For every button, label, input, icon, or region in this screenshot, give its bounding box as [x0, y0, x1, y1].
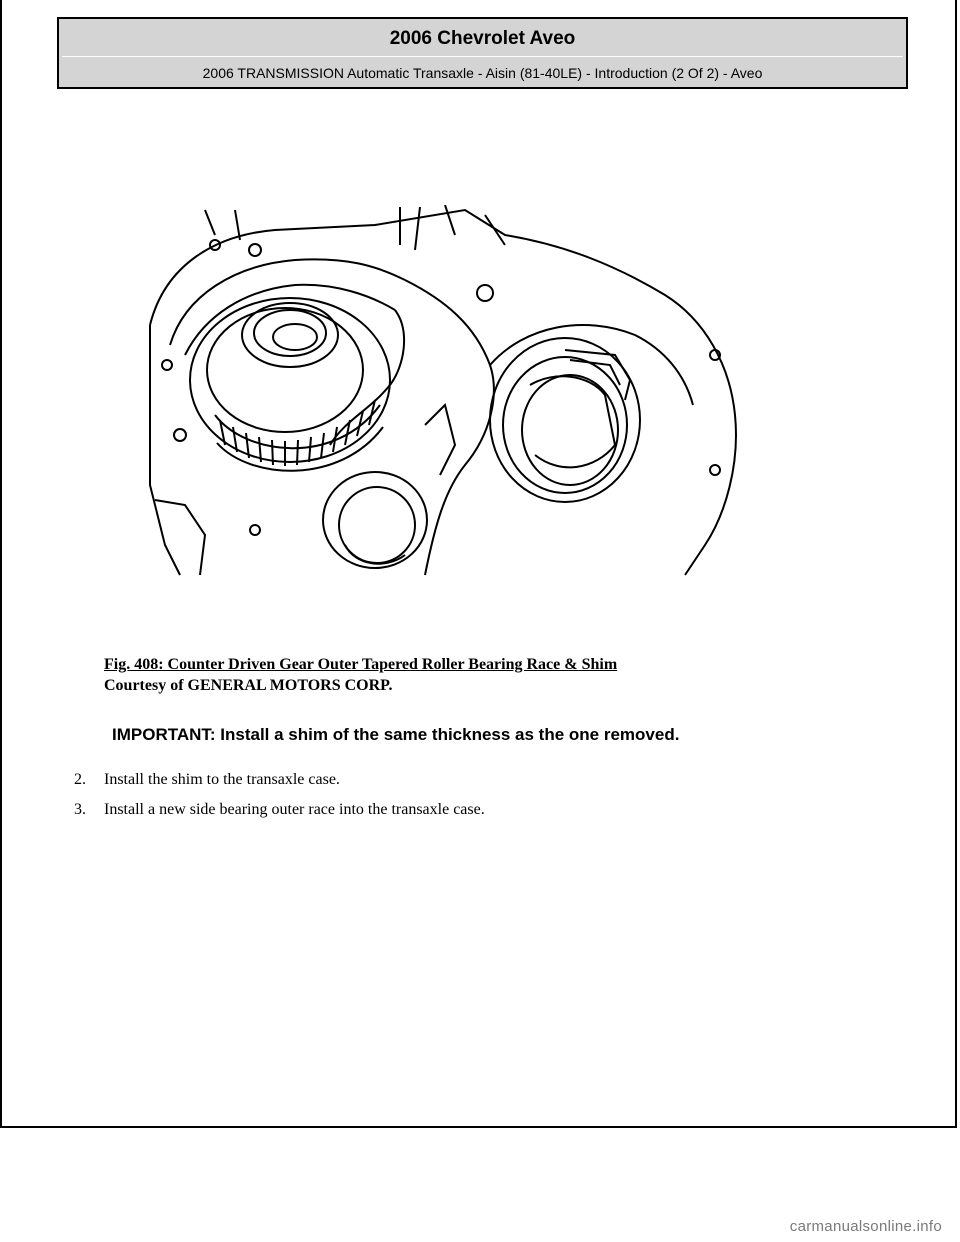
figure-credit: Courtesy of GENERAL MOTORS CORP.	[104, 677, 393, 694]
transaxle-case-illustration	[145, 205, 745, 580]
step-text: Install the shim to the transaxle case.	[104, 771, 340, 788]
step-text: Install a new side bearing outer race into the transaxle case.	[104, 801, 485, 818]
step-number: 2.	[74, 771, 86, 788]
step-number: 3.	[74, 801, 86, 818]
header-subtitle: 2006 TRANSMISSION Automatic Transaxle - Aisin (81-40LE) - Introduction (2 Of 2) - Aveo	[202, 64, 763, 81]
document-header	[57, 17, 908, 89]
figure-caption	[104, 654, 617, 696]
figure-title: Fig. 408: Counter Driven Gear Outer Tapered Roller Bearing Race & Shim	[104, 656, 618, 673]
important-note: IMPORTANT: Install a shim of the same thickness as the one removed.	[112, 725, 680, 744]
watermark: carmanualsonline.info	[789, 1218, 942, 1235]
list-item	[74, 800, 485, 830]
header-title: 2006 Chevrolet Aveo	[62, 22, 903, 57]
procedure-steps	[74, 770, 485, 830]
list-item	[74, 770, 485, 800]
